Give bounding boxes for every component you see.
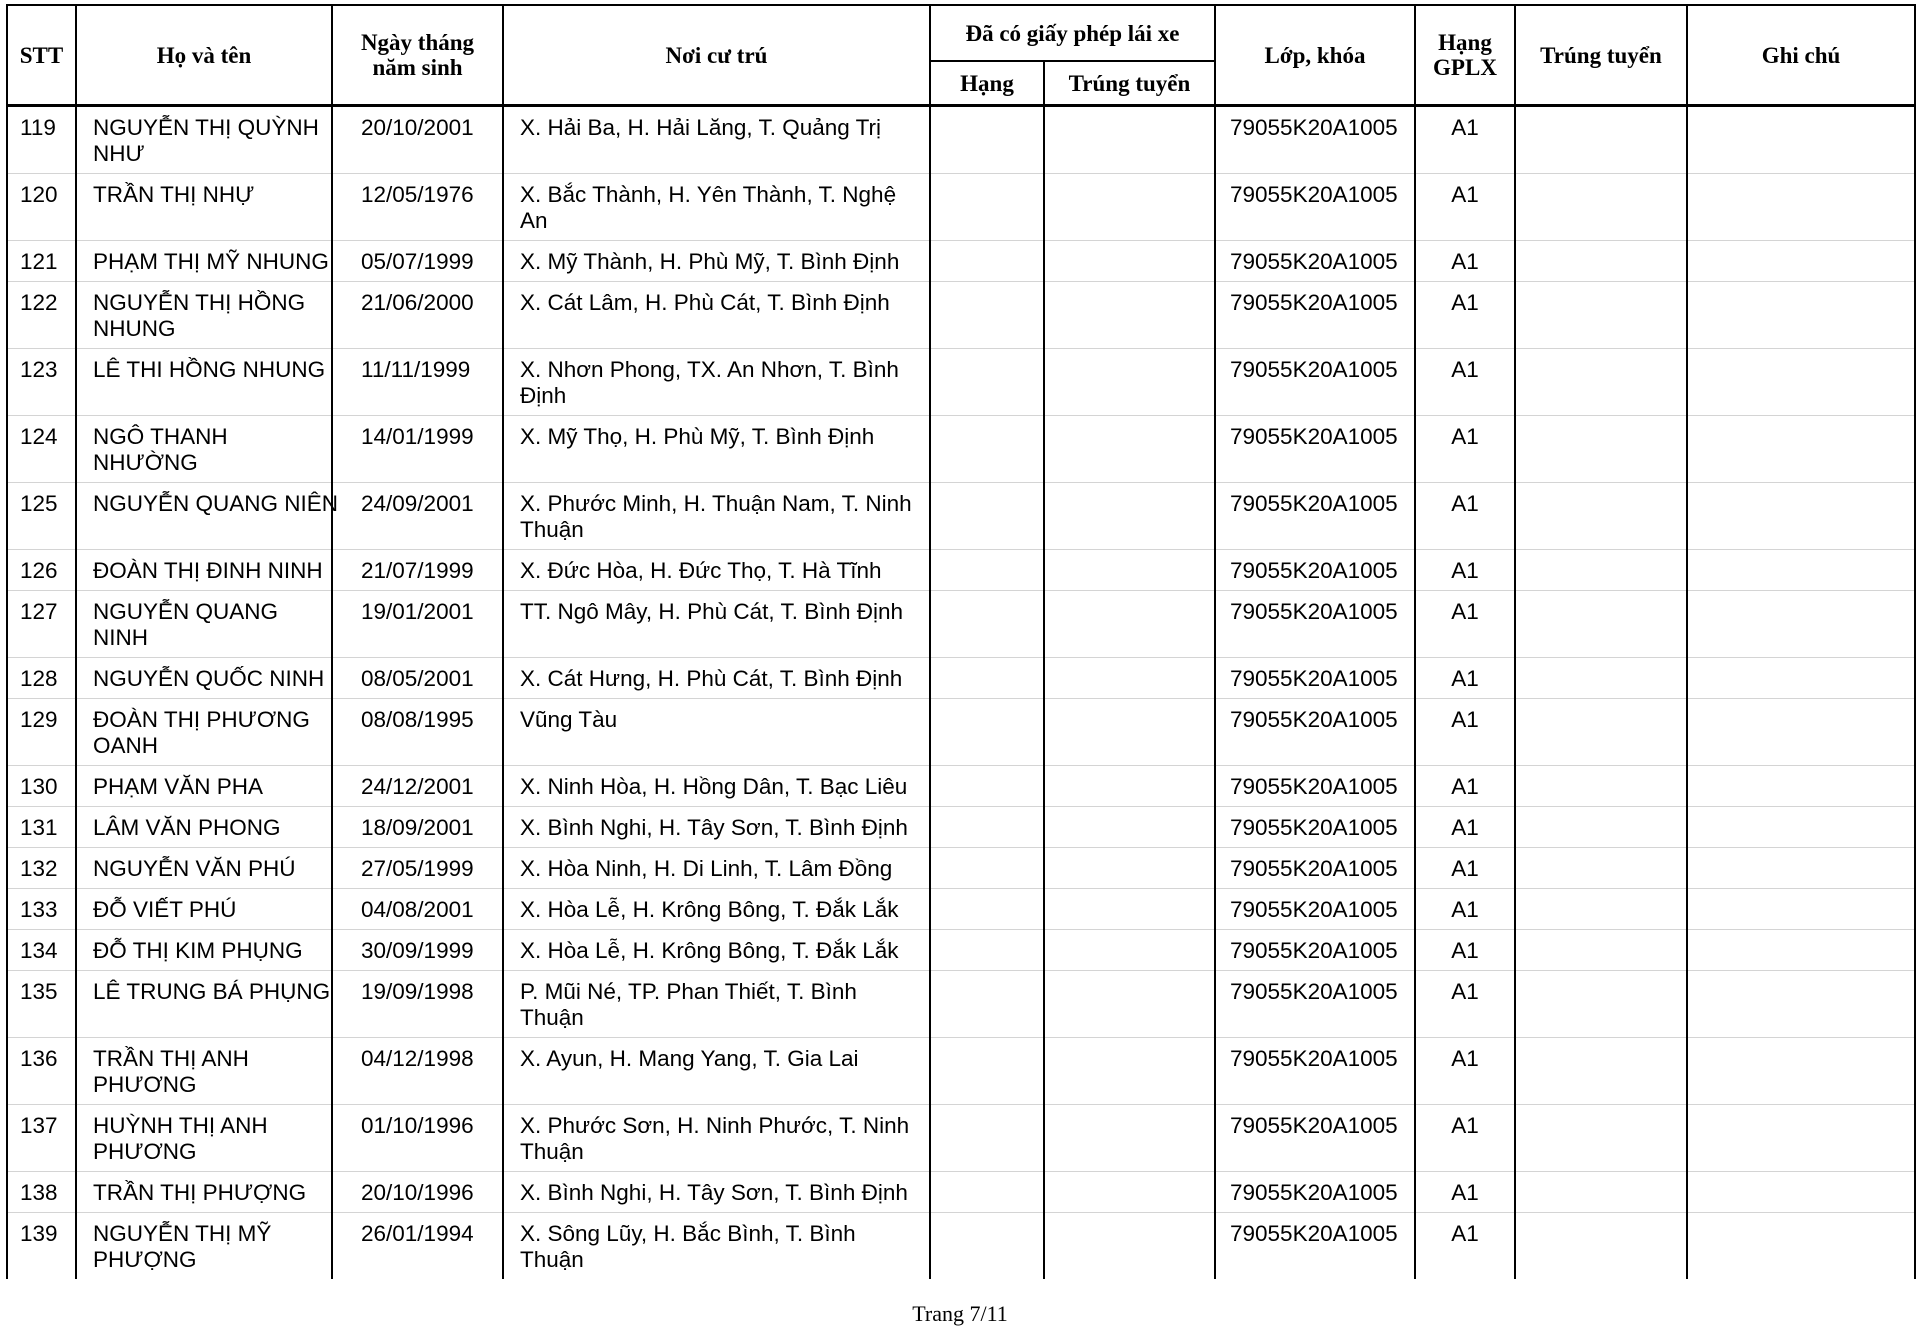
cell-license-passed: [1044, 971, 1215, 1038]
cell-license-passed: [1044, 591, 1215, 658]
cell-stt: 119: [7, 106, 76, 174]
cell-license-class: [930, 971, 1044, 1038]
cell-license-class: [930, 699, 1044, 766]
cell-note: [1687, 349, 1915, 416]
cell-license-class: [930, 658, 1044, 699]
cell-stt: 122: [7, 282, 76, 349]
cell-name: PHẠM VĂN PHA: [76, 766, 332, 807]
cell-class-course: 79055K20A1005: [1215, 848, 1415, 889]
cell-stt: 139: [7, 1213, 76, 1280]
cell-license-passed: [1044, 174, 1215, 241]
cell-note: [1687, 1172, 1915, 1213]
cell-class-course: 79055K20A1005: [1215, 971, 1415, 1038]
cell-note: [1687, 658, 1915, 699]
cell-stt: 125: [7, 483, 76, 550]
header-note: Ghi chú: [1687, 5, 1915, 106]
table-body: [7, 106, 1915, 1280]
table-row: [7, 971, 1915, 1038]
cell-residence: X. Bình Nghi, H. Tây Sơn, T. Bình Định: [503, 807, 930, 848]
cell-dob: 11/11/1999: [332, 349, 503, 416]
cell-residence: X. Nhơn Phong, TX. An Nhơn, T. Bình Định: [503, 349, 930, 416]
cell-passed: [1515, 766, 1687, 807]
table-row: [7, 889, 1915, 930]
cell-passed: [1515, 282, 1687, 349]
cell-class-course: 79055K20A1005: [1215, 282, 1415, 349]
cell-license-passed: [1044, 416, 1215, 483]
cell-name: NGUYỄN QUỐC NINH: [76, 658, 332, 699]
cell-stt: 123: [7, 349, 76, 416]
cell-license-passed: [1044, 930, 1215, 971]
cell-residence: TT. Ngô Mây, H. Phù Cát, T. Bình Định: [503, 591, 930, 658]
cell-gplx-class: A1: [1415, 106, 1515, 174]
cell-note: [1687, 971, 1915, 1038]
cell-dob: 05/07/1999: [332, 241, 503, 282]
cell-gplx-class: A1: [1415, 848, 1515, 889]
cell-gplx-class: A1: [1415, 174, 1515, 241]
cell-note: [1687, 416, 1915, 483]
cell-license-class: [930, 349, 1044, 416]
cell-name: ĐOÀN THỊ ĐINH NINH: [76, 550, 332, 591]
cell-license-class: [930, 1038, 1044, 1105]
cell-dob: 18/09/2001: [332, 807, 503, 848]
cell-residence: X. Bắc Thành, H. Yên Thành, T. Nghệ An: [503, 174, 930, 241]
cell-license-passed: [1044, 1213, 1215, 1280]
table-row: [7, 106, 1915, 174]
cell-license-class: [930, 591, 1044, 658]
cell-license-passed: [1044, 550, 1215, 591]
cell-note: [1687, 699, 1915, 766]
cell-gplx-class: A1: [1415, 930, 1515, 971]
cell-class-course: 79055K20A1005: [1215, 1213, 1415, 1280]
cell-dob: 26/01/1994: [332, 1213, 503, 1280]
cell-class-course: 79055K20A1005: [1215, 483, 1415, 550]
cell-license-class: [930, 241, 1044, 282]
table-row: [7, 1213, 1915, 1280]
cell-license-class: [930, 889, 1044, 930]
cell-dob: 20/10/1996: [332, 1172, 503, 1213]
cell-class-course: 79055K20A1005: [1215, 591, 1415, 658]
header-class-course: Lớp, khóa: [1215, 5, 1415, 106]
header-gplx-class: Hạng GPLX: [1415, 5, 1515, 106]
cell-stt: 131: [7, 807, 76, 848]
cell-license-class: [930, 848, 1044, 889]
page-number: Trang 7/11: [912, 1301, 1008, 1326]
cell-passed: [1515, 1105, 1687, 1172]
cell-dob: 04/12/1998: [332, 1038, 503, 1105]
cell-stt: 129: [7, 699, 76, 766]
cell-license-class: [930, 282, 1044, 349]
table-row: [7, 658, 1915, 699]
cell-name: NGUYỄN THỊ MỸ PHƯỢNG: [76, 1213, 332, 1280]
cell-dob: 27/05/1999: [332, 848, 503, 889]
cell-license-passed: [1044, 848, 1215, 889]
cell-license-class: [930, 766, 1044, 807]
cell-stt: 130: [7, 766, 76, 807]
cell-name: NGUYỄN THỊ HỒNG NHUNG: [76, 282, 332, 349]
cell-gplx-class: A1: [1415, 889, 1515, 930]
cell-stt: 133: [7, 889, 76, 930]
cell-dob: 21/07/1999: [332, 550, 503, 591]
cell-dob: 24/12/2001: [332, 766, 503, 807]
cell-license-passed: [1044, 483, 1215, 550]
cell-passed: [1515, 848, 1687, 889]
header-stt: STT: [7, 5, 76, 106]
cell-class-course: 79055K20A1005: [1215, 930, 1415, 971]
cell-dob: 20/10/2001: [332, 106, 503, 174]
cell-license-class: [930, 1172, 1044, 1213]
table-row: [7, 1105, 1915, 1172]
table-row: [7, 241, 1915, 282]
cell-license-passed: [1044, 282, 1215, 349]
cell-stt: 128: [7, 658, 76, 699]
cell-name: ĐỖ THỊ KIM PHỤNG: [76, 930, 332, 971]
cell-passed: [1515, 658, 1687, 699]
cell-gplx-class: A1: [1415, 807, 1515, 848]
cell-name: TRẦN THỊ PHƯỢNG: [76, 1172, 332, 1213]
cell-class-course: 79055K20A1005: [1215, 416, 1415, 483]
cell-passed: [1515, 174, 1687, 241]
cell-name: TRẦN THỊ ANH PHƯƠNG: [76, 1038, 332, 1105]
cell-residence: X. Mỹ Thành, H. Phù Mỹ, T. Bình Định: [503, 241, 930, 282]
cell-dob: 19/09/1998: [332, 971, 503, 1038]
cell-license-class: [930, 174, 1044, 241]
cell-dob: 01/10/1996: [332, 1105, 503, 1172]
cell-name: NGUYỄN VĂN PHÚ: [76, 848, 332, 889]
cell-dob: 08/08/1995: [332, 699, 503, 766]
cell-dob: 19/01/2001: [332, 591, 503, 658]
cell-residence: X. Ayun, H. Mang Yang, T. Gia Lai: [503, 1038, 930, 1105]
table-row: [7, 1038, 1915, 1105]
cell-gplx-class: A1: [1415, 416, 1515, 483]
cell-dob: 08/05/2001: [332, 658, 503, 699]
cell-license-passed: [1044, 349, 1215, 416]
cell-license-passed: [1044, 106, 1215, 174]
cell-note: [1687, 1038, 1915, 1105]
cell-residence: X. Phước Minh, H. Thuận Nam, T. Ninh Thuận: [503, 483, 930, 550]
cell-note: [1687, 174, 1915, 241]
cell-license-passed: [1044, 658, 1215, 699]
header-passed: Trúng tuyển: [1515, 5, 1687, 106]
cell-license-class: [930, 483, 1044, 550]
cell-license-class: [930, 550, 1044, 591]
cell-license-class: [930, 1105, 1044, 1172]
cell-residence: X. Cát Lâm, H. Phù Cát, T. Bình Định: [503, 282, 930, 349]
cell-class-course: 79055K20A1005: [1215, 766, 1415, 807]
cell-stt: 132: [7, 848, 76, 889]
cell-license-passed: [1044, 1038, 1215, 1105]
table-header: [7, 5, 1915, 106]
cell-gplx-class: A1: [1415, 1213, 1515, 1280]
cell-dob: 21/06/2000: [332, 282, 503, 349]
cell-name: HUỲNH THỊ ANH PHƯƠNG: [76, 1105, 332, 1172]
cell-passed: [1515, 483, 1687, 550]
header-name: Họ và tên: [76, 5, 332, 106]
cell-stt: 135: [7, 971, 76, 1038]
cell-passed: [1515, 699, 1687, 766]
table-row: [7, 416, 1915, 483]
cell-license-passed: [1044, 766, 1215, 807]
cell-residence: X. Mỹ Thọ, H. Phù Mỹ, T. Bình Định: [503, 416, 930, 483]
cell-class-course: 79055K20A1005: [1215, 1038, 1415, 1105]
cell-name: NGUYỄN THỊ QUỲNH NHƯ: [76, 106, 332, 174]
cell-name: LÂM VĂN PHONG: [76, 807, 332, 848]
cell-name: NGUYỄN QUANG NINH: [76, 591, 332, 658]
cell-dob: 24/09/2001: [332, 483, 503, 550]
cell-passed: [1515, 416, 1687, 483]
cell-passed: [1515, 1213, 1687, 1280]
cell-residence: X. Hòa Ninh, H. Di Linh, T. Lâm Đồng: [503, 848, 930, 889]
cell-residence: P. Mũi Né, TP. Phan Thiết, T. Bình Thuận: [503, 971, 930, 1038]
header-dob: Ngày tháng năm sinh: [332, 5, 503, 106]
cell-note: [1687, 282, 1915, 349]
cell-stt: 138: [7, 1172, 76, 1213]
cell-residence: X. Sông Lũy, H. Bắc Bình, T. Bình Thuận: [503, 1213, 930, 1280]
cell-residence: X. Ninh Hòa, H. Hồng Dân, T. Bạc Liêu: [503, 766, 930, 807]
cell-gplx-class: A1: [1415, 241, 1515, 282]
header-license-passed: Trúng tuyển: [1044, 61, 1215, 106]
table-row: [7, 930, 1915, 971]
header-license-group: Đã có giấy phép lái xe: [930, 5, 1215, 61]
cell-gplx-class: A1: [1415, 699, 1515, 766]
cell-note: [1687, 930, 1915, 971]
cell-residence: X. Phước Sơn, H. Ninh Phước, T. Ninh Thuận: [503, 1105, 930, 1172]
cell-passed: [1515, 241, 1687, 282]
cell-license-class: [930, 807, 1044, 848]
cell-note: [1687, 1105, 1915, 1172]
cell-license-class: [930, 416, 1044, 483]
cell-class-course: 79055K20A1005: [1215, 106, 1415, 174]
cell-residence: X. Hòa Lễ, H. Krông Bông, T. Đắk Lắk: [503, 930, 930, 971]
cell-passed: [1515, 930, 1687, 971]
cell-note: [1687, 483, 1915, 550]
cell-stt: 137: [7, 1105, 76, 1172]
cell-gplx-class: A1: [1415, 1172, 1515, 1213]
candidate-list-table: [6, 4, 1916, 1279]
cell-class-course: 79055K20A1005: [1215, 807, 1415, 848]
cell-class-course: 79055K20A1005: [1215, 699, 1415, 766]
cell-class-course: 79055K20A1005: [1215, 1105, 1415, 1172]
table-row: [7, 1172, 1915, 1213]
cell-residence: X. Bình Nghi, H. Tây Sơn, T. Bình Định: [503, 1172, 930, 1213]
cell-class-course: 79055K20A1005: [1215, 241, 1415, 282]
cell-gplx-class: A1: [1415, 349, 1515, 416]
table-row: [7, 699, 1915, 766]
table-row: [7, 766, 1915, 807]
cell-gplx-class: A1: [1415, 971, 1515, 1038]
cell-note: [1687, 1213, 1915, 1280]
cell-class-course: 79055K20A1005: [1215, 174, 1415, 241]
cell-gplx-class: A1: [1415, 766, 1515, 807]
cell-license-passed: [1044, 1105, 1215, 1172]
cell-note: [1687, 807, 1915, 848]
cell-residence: X. Hòa Lễ, H. Krông Bông, T. Đắk Lắk: [503, 889, 930, 930]
header-residence: Nơi cư trú: [503, 5, 930, 106]
cell-passed: [1515, 1038, 1687, 1105]
cell-note: [1687, 550, 1915, 591]
cell-passed: [1515, 807, 1687, 848]
cell-gplx-class: A1: [1415, 658, 1515, 699]
cell-dob: 14/01/1999: [332, 416, 503, 483]
cell-name: TRẦN THỊ NHỰ: [76, 174, 332, 241]
cell-name: NGUYỄN QUANG NIÊN: [76, 483, 332, 550]
candidate-list-table-wrapper: [6, 4, 1914, 1279]
table-row: [7, 807, 1915, 848]
cell-residence: X. Đức Hòa, H. Đức Thọ, T. Hà Tĩnh: [503, 550, 930, 591]
cell-license-passed: [1044, 807, 1215, 848]
cell-name: ĐỖ VIẾT PHÚ: [76, 889, 332, 930]
cell-license-passed: [1044, 241, 1215, 282]
cell-class-course: 79055K20A1005: [1215, 658, 1415, 699]
cell-stt: 121: [7, 241, 76, 282]
cell-name: NGÔ THANH NHƯỜNG: [76, 416, 332, 483]
cell-name: PHẠM THỊ MỸ NHUNG: [76, 241, 332, 282]
cell-stt: 127: [7, 591, 76, 658]
cell-passed: [1515, 1172, 1687, 1213]
cell-dob: 30/09/1999: [332, 930, 503, 971]
cell-dob: 12/05/1976: [332, 174, 503, 241]
cell-note: [1687, 106, 1915, 174]
table-row: [7, 848, 1915, 889]
cell-name: LÊ TRUNG BÁ PHỤNG: [76, 971, 332, 1038]
cell-license-passed: [1044, 1172, 1215, 1213]
cell-residence: Vũng Tàu: [503, 699, 930, 766]
cell-gplx-class: A1: [1415, 1038, 1515, 1105]
cell-stt: 134: [7, 930, 76, 971]
cell-license-class: [930, 106, 1044, 174]
cell-name: ĐOÀN THỊ PHƯƠNG OANH: [76, 699, 332, 766]
cell-class-course: 79055K20A1005: [1215, 889, 1415, 930]
header-license-class: Hạng: [930, 61, 1044, 106]
cell-note: [1687, 591, 1915, 658]
cell-passed: [1515, 889, 1687, 930]
cell-gplx-class: A1: [1415, 1105, 1515, 1172]
cell-gplx-class: A1: [1415, 282, 1515, 349]
cell-class-course: 79055K20A1005: [1215, 1172, 1415, 1213]
table-row: [7, 282, 1915, 349]
cell-passed: [1515, 591, 1687, 658]
cell-class-course: 79055K20A1005: [1215, 550, 1415, 591]
cell-note: [1687, 889, 1915, 930]
table-row: [7, 349, 1915, 416]
cell-stt: 124: [7, 416, 76, 483]
cell-note: [1687, 241, 1915, 282]
cell-stt: 120: [7, 174, 76, 241]
cell-stt: 126: [7, 550, 76, 591]
table-row: [7, 591, 1915, 658]
cell-residence: X. Cát Hưng, H. Phù Cát, T. Bình Định: [503, 658, 930, 699]
cell-license-passed: [1044, 699, 1215, 766]
cell-passed: [1515, 349, 1687, 416]
cell-gplx-class: A1: [1415, 550, 1515, 591]
table-row: [7, 174, 1915, 241]
cell-passed: [1515, 106, 1687, 174]
cell-name: LÊ THI HỒNG NHUNG: [76, 349, 332, 416]
cell-dob: 04/08/2001: [332, 889, 503, 930]
cell-class-course: 79055K20A1005: [1215, 349, 1415, 416]
cell-license-class: [930, 930, 1044, 971]
cell-passed: [1515, 550, 1687, 591]
cell-note: [1687, 848, 1915, 889]
cell-gplx-class: A1: [1415, 591, 1515, 658]
cell-license-class: [930, 1213, 1044, 1280]
cell-passed: [1515, 971, 1687, 1038]
cell-license-passed: [1044, 889, 1215, 930]
cell-note: [1687, 766, 1915, 807]
cell-residence: X. Hải Ba, H. Hải Lăng, T. Quảng Trị: [503, 106, 930, 174]
table-row: [7, 483, 1915, 550]
cell-gplx-class: A1: [1415, 483, 1515, 550]
table-row: [7, 550, 1915, 591]
cell-stt: 136: [7, 1038, 76, 1105]
